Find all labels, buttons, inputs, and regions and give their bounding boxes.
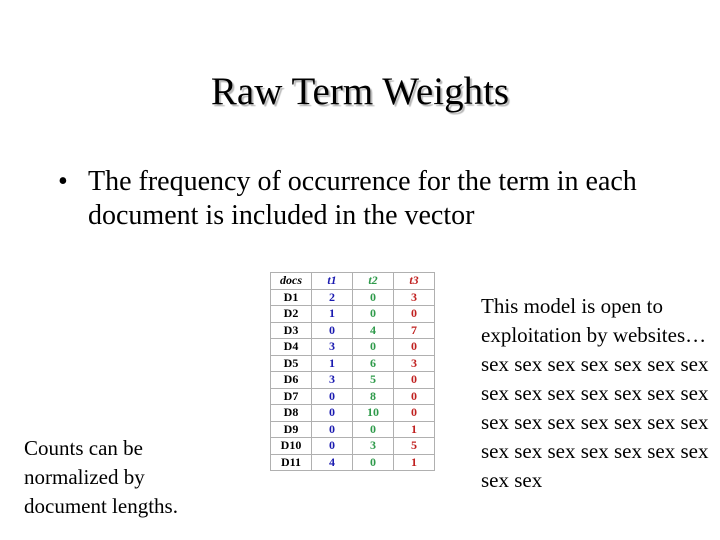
bullet-text: The frequency of occurrence for the term in each document is included in the vector	[88, 166, 637, 231]
normalization-note: Counts can be normalized by document lengths.	[24, 436, 178, 518]
cell-t3: 1	[394, 454, 435, 471]
header-docs: docs	[271, 273, 312, 290]
header-t1: t1	[312, 273, 353, 290]
table-row	[271, 372, 435, 389]
cell-doc: D1	[271, 289, 312, 306]
cell-t2: 8	[353, 388, 394, 405]
header-t2: t2	[353, 273, 394, 290]
table-row	[271, 438, 435, 455]
cell-t2: 3	[353, 438, 394, 455]
cell-doc: D3	[271, 322, 312, 339]
cell-t1: 0	[312, 388, 353, 405]
bullet-dot-icon: •	[58, 166, 68, 197]
cell-t1: 0	[312, 438, 353, 455]
cell-doc: D7	[271, 388, 312, 405]
cell-t3: 7	[394, 322, 435, 339]
cell-doc: D4	[271, 339, 312, 356]
cell-doc: D2	[271, 306, 312, 323]
slide-title: Raw Term Weights	[210, 70, 510, 113]
cell-t1: 4	[312, 454, 353, 471]
cell-doc: D9	[271, 421, 312, 438]
cell-doc: D6	[271, 372, 312, 389]
cell-doc: D5	[271, 355, 312, 372]
cell-t3: 0	[394, 388, 435, 405]
cell-t3: 3	[394, 289, 435, 306]
table-row	[271, 355, 435, 372]
cell-t2: 0	[353, 306, 394, 323]
cell-t3: 3	[394, 355, 435, 372]
cell-doc: D10	[271, 438, 312, 455]
exploitation-note: This model is open to exploitation by websites… sex sex sex sex sex sex sex sex sex sex sex sex sex sex sex sex sex sex sex sex sex sex sex sex sex sex sex sex sex sex	[481, 294, 709, 492]
bullet-point	[58, 165, 678, 233]
cell-t2: 5	[353, 372, 394, 389]
cell-t3: 0	[394, 372, 435, 389]
cell-t2: 0	[353, 421, 394, 438]
cell-t1: 1	[312, 306, 353, 323]
cell-t1: 3	[312, 372, 353, 389]
term-weights-table	[270, 272, 435, 471]
cell-doc: D11	[271, 454, 312, 471]
cell-t3: 1	[394, 421, 435, 438]
cell-t2: 0	[353, 454, 394, 471]
cell-t2: 0	[353, 339, 394, 356]
table-row	[271, 388, 435, 405]
cell-t1: 3	[312, 339, 353, 356]
cell-doc: D8	[271, 405, 312, 422]
cell-t2: 4	[353, 322, 394, 339]
table-header-row	[271, 273, 435, 290]
cell-t3: 5	[394, 438, 435, 455]
table-row	[271, 405, 435, 422]
table-row	[271, 306, 435, 323]
table-row	[271, 322, 435, 339]
cell-t3: 0	[394, 306, 435, 323]
table-row	[271, 289, 435, 306]
cell-t1: 1	[312, 355, 353, 372]
cell-t1: 0	[312, 405, 353, 422]
table-row	[271, 421, 435, 438]
cell-t1: 2	[312, 289, 353, 306]
cell-t3: 0	[394, 339, 435, 356]
cell-t3: 0	[394, 405, 435, 422]
cell-t2: 6	[353, 355, 394, 372]
cell-t2: 0	[353, 289, 394, 306]
cell-t1: 0	[312, 322, 353, 339]
table-row	[271, 454, 435, 471]
cell-t2: 10	[353, 405, 394, 422]
cell-t1: 0	[312, 421, 353, 438]
header-t3: t3	[394, 273, 435, 290]
table-row	[271, 339, 435, 356]
